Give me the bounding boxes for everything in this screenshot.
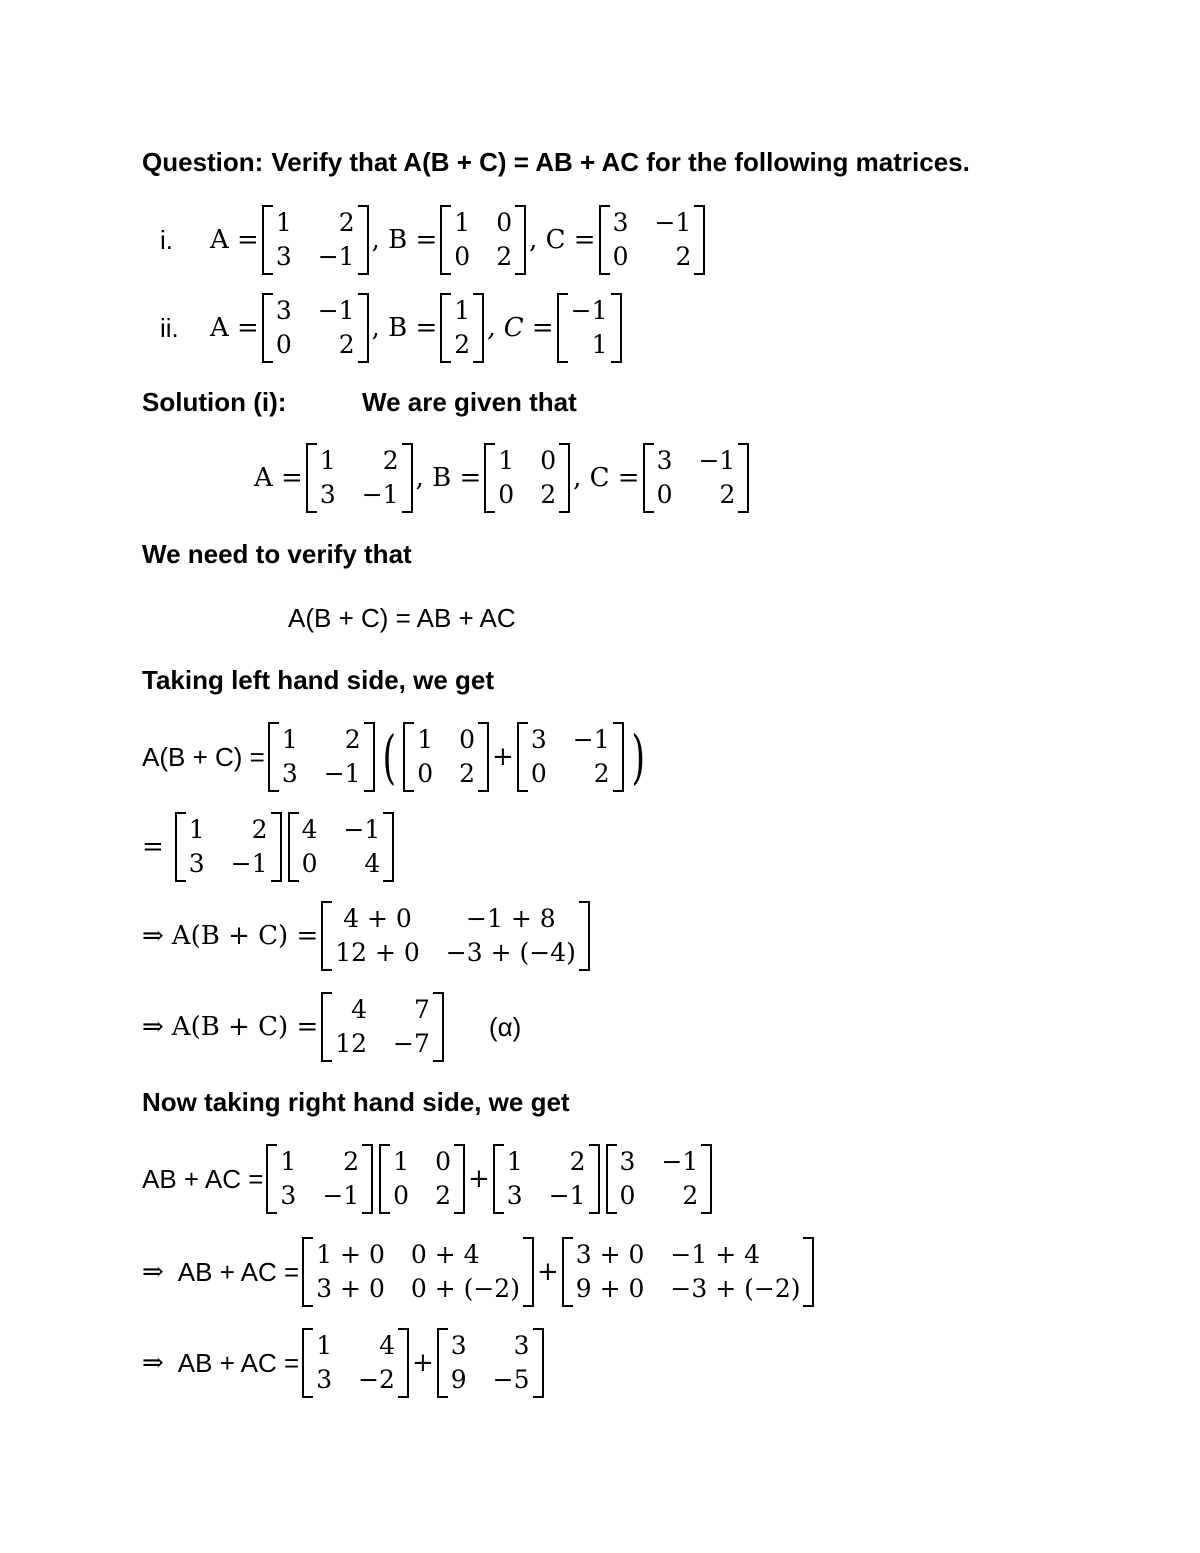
matrix-cell: 3 + 0 [575, 1240, 645, 1269]
right-bracket [364, 722, 375, 792]
implies-sign: ⇒ [142, 1348, 164, 1378]
matrix-cell: −2 [358, 1365, 395, 1394]
matrix [379, 1144, 465, 1214]
matrix-cell: 1 [319, 446, 336, 475]
given-matrices-line [254, 446, 752, 510]
question-line [142, 142, 970, 182]
lhs-step-3 [142, 900, 593, 972]
matrix-cell: 7 [414, 995, 430, 1024]
open-paren: ( [382, 723, 396, 791]
rhs-step-3 [142, 1330, 547, 1396]
need-line [142, 534, 412, 574]
lhs-line [142, 660, 494, 700]
matrix-cell: 0 [540, 446, 557, 475]
matrix [403, 722, 489, 792]
matrix-cell: 4 [364, 849, 381, 878]
matrix-cell: 9 [450, 1365, 467, 1394]
matrix-cell: 2 [435, 1181, 451, 1210]
left-bracket [302, 1328, 313, 1398]
rhs-label: AB + AC = [177, 1347, 300, 1378]
given-text: We are given that [362, 386, 577, 417]
right-bracket [433, 992, 444, 1062]
rhs-label: AB + AC = [177, 1256, 300, 1287]
matrix-cell: 3 [275, 242, 292, 271]
matrix-cell: 1 [281, 725, 298, 754]
left-bracket [440, 293, 451, 363]
matrix-cell: 0 [530, 759, 547, 788]
matrix [266, 1144, 373, 1214]
matrix-cell: 1 [454, 296, 471, 325]
matrix-cell: 1 [188, 815, 205, 844]
matrix [643, 443, 750, 513]
left-bracket [262, 293, 273, 363]
rhs-label: AB + AC = [142, 1163, 264, 1194]
matrix-cell: 2 [682, 1181, 699, 1210]
matrix-cell: 1 + 0 [316, 1240, 385, 1269]
c-equals: , C = [487, 313, 554, 343]
matrix-cell: −1 [317, 296, 355, 325]
matrix-cell: 1 [454, 208, 471, 237]
matrix [302, 1328, 409, 1398]
matrix [562, 1237, 815, 1307]
matrix-cell: −1 [570, 296, 608, 325]
matrix-cell: 0 [656, 480, 673, 509]
a-equals: A = [210, 313, 259, 343]
matrix-cell: 9 + 0 [575, 1274, 645, 1303]
matrix-cell: 2 [675, 242, 692, 271]
right-bracket [362, 1144, 373, 1214]
question-label: Question: [142, 146, 264, 177]
matrix-cell: 0 [417, 759, 434, 788]
left-bracket [493, 1144, 504, 1214]
matrix-cell: 2 [251, 815, 268, 844]
matrix-cell: 4 [301, 815, 318, 844]
matrix-cell: −1 + 4 [670, 1240, 761, 1269]
right-bracket [559, 443, 570, 513]
part-ii-label: ii. [160, 312, 179, 343]
matrix-cell: 3 [319, 480, 336, 509]
matrix [517, 722, 624, 792]
a-equals: A = [210, 225, 259, 255]
lhs-label-math: A(B + C) = [171, 1012, 319, 1042]
matrix-cell: 3 [281, 759, 298, 788]
matrix-cell: 3 [316, 1365, 333, 1394]
right-bracket [454, 1144, 465, 1214]
left-bracket [440, 205, 451, 275]
left-bracket [306, 443, 317, 513]
solution-line [142, 382, 577, 422]
right-bracket [803, 1237, 814, 1307]
matrix-cell: 1 [393, 1147, 410, 1176]
matrix [606, 1144, 713, 1214]
b-equals: , B = [371, 313, 438, 343]
matrix-cell: 0 [496, 208, 513, 237]
left-bracket [606, 1144, 617, 1214]
matrix-cell: 2 [569, 1147, 586, 1176]
matrix [306, 443, 413, 513]
right-bracket [402, 443, 413, 513]
matrix-cell: 3 [656, 446, 673, 475]
lhs-label-math: A(B + C) = [171, 921, 319, 951]
matrix-cell: 3 [275, 296, 292, 325]
matrix-cell: −1 [698, 446, 736, 475]
matrix [437, 1328, 544, 1398]
matrix [440, 205, 526, 275]
left-bracket [175, 812, 186, 882]
right-bracket [398, 1328, 409, 1398]
matrix-cell: 2 [338, 208, 355, 237]
left-bracket [262, 205, 273, 275]
left-bracket [268, 722, 279, 792]
matrix-cell: 4 [379, 1331, 395, 1360]
matrix [493, 1144, 600, 1214]
matrix-cell: −1 [661, 1147, 699, 1176]
left-bracket [517, 722, 528, 792]
matrix-cell: 0 [301, 849, 318, 878]
matrix-cell: 2 [459, 759, 476, 788]
matrix-cell: −1 + 8 [466, 904, 556, 933]
matrix-cell: −1 [572, 725, 610, 754]
right-bracket [589, 1144, 600, 1214]
right-bracket [473, 293, 484, 363]
matrix [321, 992, 444, 1062]
matrix-cell: −3 + (−4) [445, 938, 576, 967]
right-bracket [358, 293, 369, 363]
solution-label: Solution (i): [142, 386, 287, 417]
matrix-cell: −1 [230, 849, 268, 878]
matrix-cell: 1 [591, 330, 608, 359]
right-bracket [694, 205, 705, 275]
plus-sign: + [467, 1164, 490, 1194]
matrix-cell: −5 [492, 1365, 530, 1394]
left-bracket [266, 1144, 277, 1214]
implies-sign: ⇒ [142, 1012, 164, 1042]
right-bracket [533, 1328, 544, 1398]
matrix-cell: 0 [454, 242, 471, 271]
matrix-cell: −1 [361, 480, 399, 509]
matrix-cell: 2 [719, 480, 736, 509]
matrix-cell: 3 [450, 1331, 467, 1360]
right-bracket [701, 1144, 712, 1214]
identity-line [288, 598, 516, 638]
matrix-cell: 0 [275, 330, 292, 359]
matrix-cell: 2 [454, 330, 471, 359]
matrix [175, 812, 282, 882]
left-bracket [562, 1237, 573, 1307]
matrix-cell: 2 [338, 330, 355, 359]
right-bracket [613, 722, 624, 792]
plus-sign: + [411, 1348, 434, 1378]
matrix-cell: 0 [393, 1181, 410, 1210]
left-bracket [321, 992, 332, 1062]
rhs-step-1 [142, 1146, 715, 1212]
left-bracket [302, 1237, 313, 1307]
implies-sign: ⇒ [142, 921, 164, 951]
right-bracket [611, 293, 622, 363]
matrix-cell: 3 [612, 208, 629, 237]
lhs-text: Taking left hand side, we get [142, 664, 495, 695]
right-bracket [271, 812, 282, 882]
alpha-label: (α) [488, 1011, 522, 1042]
right-bracket [738, 443, 749, 513]
matrix-cell: 1 [316, 1331, 333, 1360]
matrix [484, 443, 570, 513]
matrix [268, 722, 375, 792]
left-bracket [599, 205, 610, 275]
matrix-cell: 4 [351, 995, 368, 1024]
left-bracket [437, 1328, 448, 1398]
right-bracket [515, 205, 526, 275]
left-bracket [643, 443, 654, 513]
matrix-cell: 0 [459, 725, 476, 754]
matrix [262, 293, 369, 363]
matrix-cell: 2 [344, 725, 361, 754]
right-bracket [383, 812, 394, 882]
implies-sign: ⇒ [142, 1257, 164, 1287]
matrix [262, 205, 369, 275]
lhs-step-2 [142, 814, 397, 880]
matrix-cell: 12 [335, 1029, 368, 1058]
matrix-cell: −1 [654, 208, 692, 237]
matrix [321, 901, 590, 971]
matrix-cell: −1 [343, 815, 381, 844]
matrix-cell: 12 + 0 [335, 938, 420, 967]
matrix-cell: 3 [188, 849, 205, 878]
matrix-cell: 0 + (−2) [410, 1274, 520, 1303]
matrix-cell: 0 [612, 242, 629, 271]
matrix-cell: 3 [619, 1147, 636, 1176]
rhs-line [142, 1082, 570, 1122]
rhs-text: Now taking right hand side, we get [142, 1086, 570, 1117]
left-bracket [379, 1144, 390, 1214]
equals-sign: = [142, 832, 164, 862]
matrix-cell: 2 [540, 480, 557, 509]
identity: A(B + C) = AB + AC [288, 602, 516, 633]
matrix-cell: −3 + (−2) [670, 1274, 801, 1303]
matrix-cell: 2 [343, 1147, 360, 1176]
matrix-cell: −1 [323, 759, 361, 788]
matrix-cell: 3 [530, 725, 547, 754]
matrix-cell: 0 + 4 [410, 1240, 480, 1269]
matrix-cell: 1 [498, 446, 515, 475]
rhs-step-2 [142, 1236, 817, 1308]
c-equals: , C = [529, 225, 596, 255]
a-equals: A = [254, 463, 303, 493]
lhs-result [142, 994, 521, 1060]
matrix [288, 812, 395, 882]
part-ii-line [160, 296, 625, 360]
left-bracket [321, 901, 332, 971]
matrix-cell: 3 [280, 1181, 297, 1210]
lhs-step-1 [142, 724, 649, 790]
matrix-cell: 2 [593, 759, 610, 788]
need-text: We need to verify that [142, 538, 412, 569]
matrix [440, 293, 484, 363]
matrix [599, 205, 706, 275]
matrix-cell: 0 [435, 1147, 451, 1176]
question-text: Verify that A(B + C) = AB + AC for the following matrices. [271, 146, 970, 177]
right-bracket [523, 1237, 534, 1307]
left-bracket [484, 443, 495, 513]
part-i-line [160, 208, 708, 272]
b-equals: , B = [371, 225, 438, 255]
matrix-cell: 1 [280, 1147, 297, 1176]
matrix-cell: −1 [548, 1181, 586, 1210]
matrix-cell: −7 [393, 1029, 430, 1058]
matrix-cell: 3 [506, 1181, 523, 1210]
matrix-cell: 1 [417, 725, 434, 754]
left-bracket [557, 293, 568, 363]
close-paren: ) [631, 723, 645, 791]
matrix-cell: −1 [322, 1181, 360, 1210]
matrix [557, 293, 622, 363]
b-equals: , B = [415, 463, 482, 493]
lhs-label: A(B + C) = [142, 741, 265, 772]
left-bracket [403, 722, 414, 792]
matrix-cell: 4 + 0 [343, 904, 412, 933]
matrix-cell: 1 [506, 1147, 523, 1176]
matrix-cell: 2 [382, 446, 399, 475]
matrix-cell: 1 [275, 208, 292, 237]
matrix-cell: 2 [496, 242, 513, 271]
part-i-label: i. [160, 224, 173, 255]
matrix-cell: 3 [513, 1331, 530, 1360]
matrix-cell: −1 [317, 242, 355, 271]
plus-sign: + [536, 1257, 559, 1287]
matrix-cell: 3 + 0 [316, 1274, 385, 1303]
right-bracket [579, 901, 590, 971]
matrix-cell: 0 [619, 1181, 636, 1210]
matrix-cell: 0 [498, 480, 515, 509]
matrix [302, 1237, 534, 1307]
right-bracket [358, 205, 369, 275]
left-bracket [288, 812, 299, 882]
c-equals: , C = [573, 463, 640, 493]
plus-sign: + [492, 742, 514, 772]
right-bracket [478, 722, 489, 792]
